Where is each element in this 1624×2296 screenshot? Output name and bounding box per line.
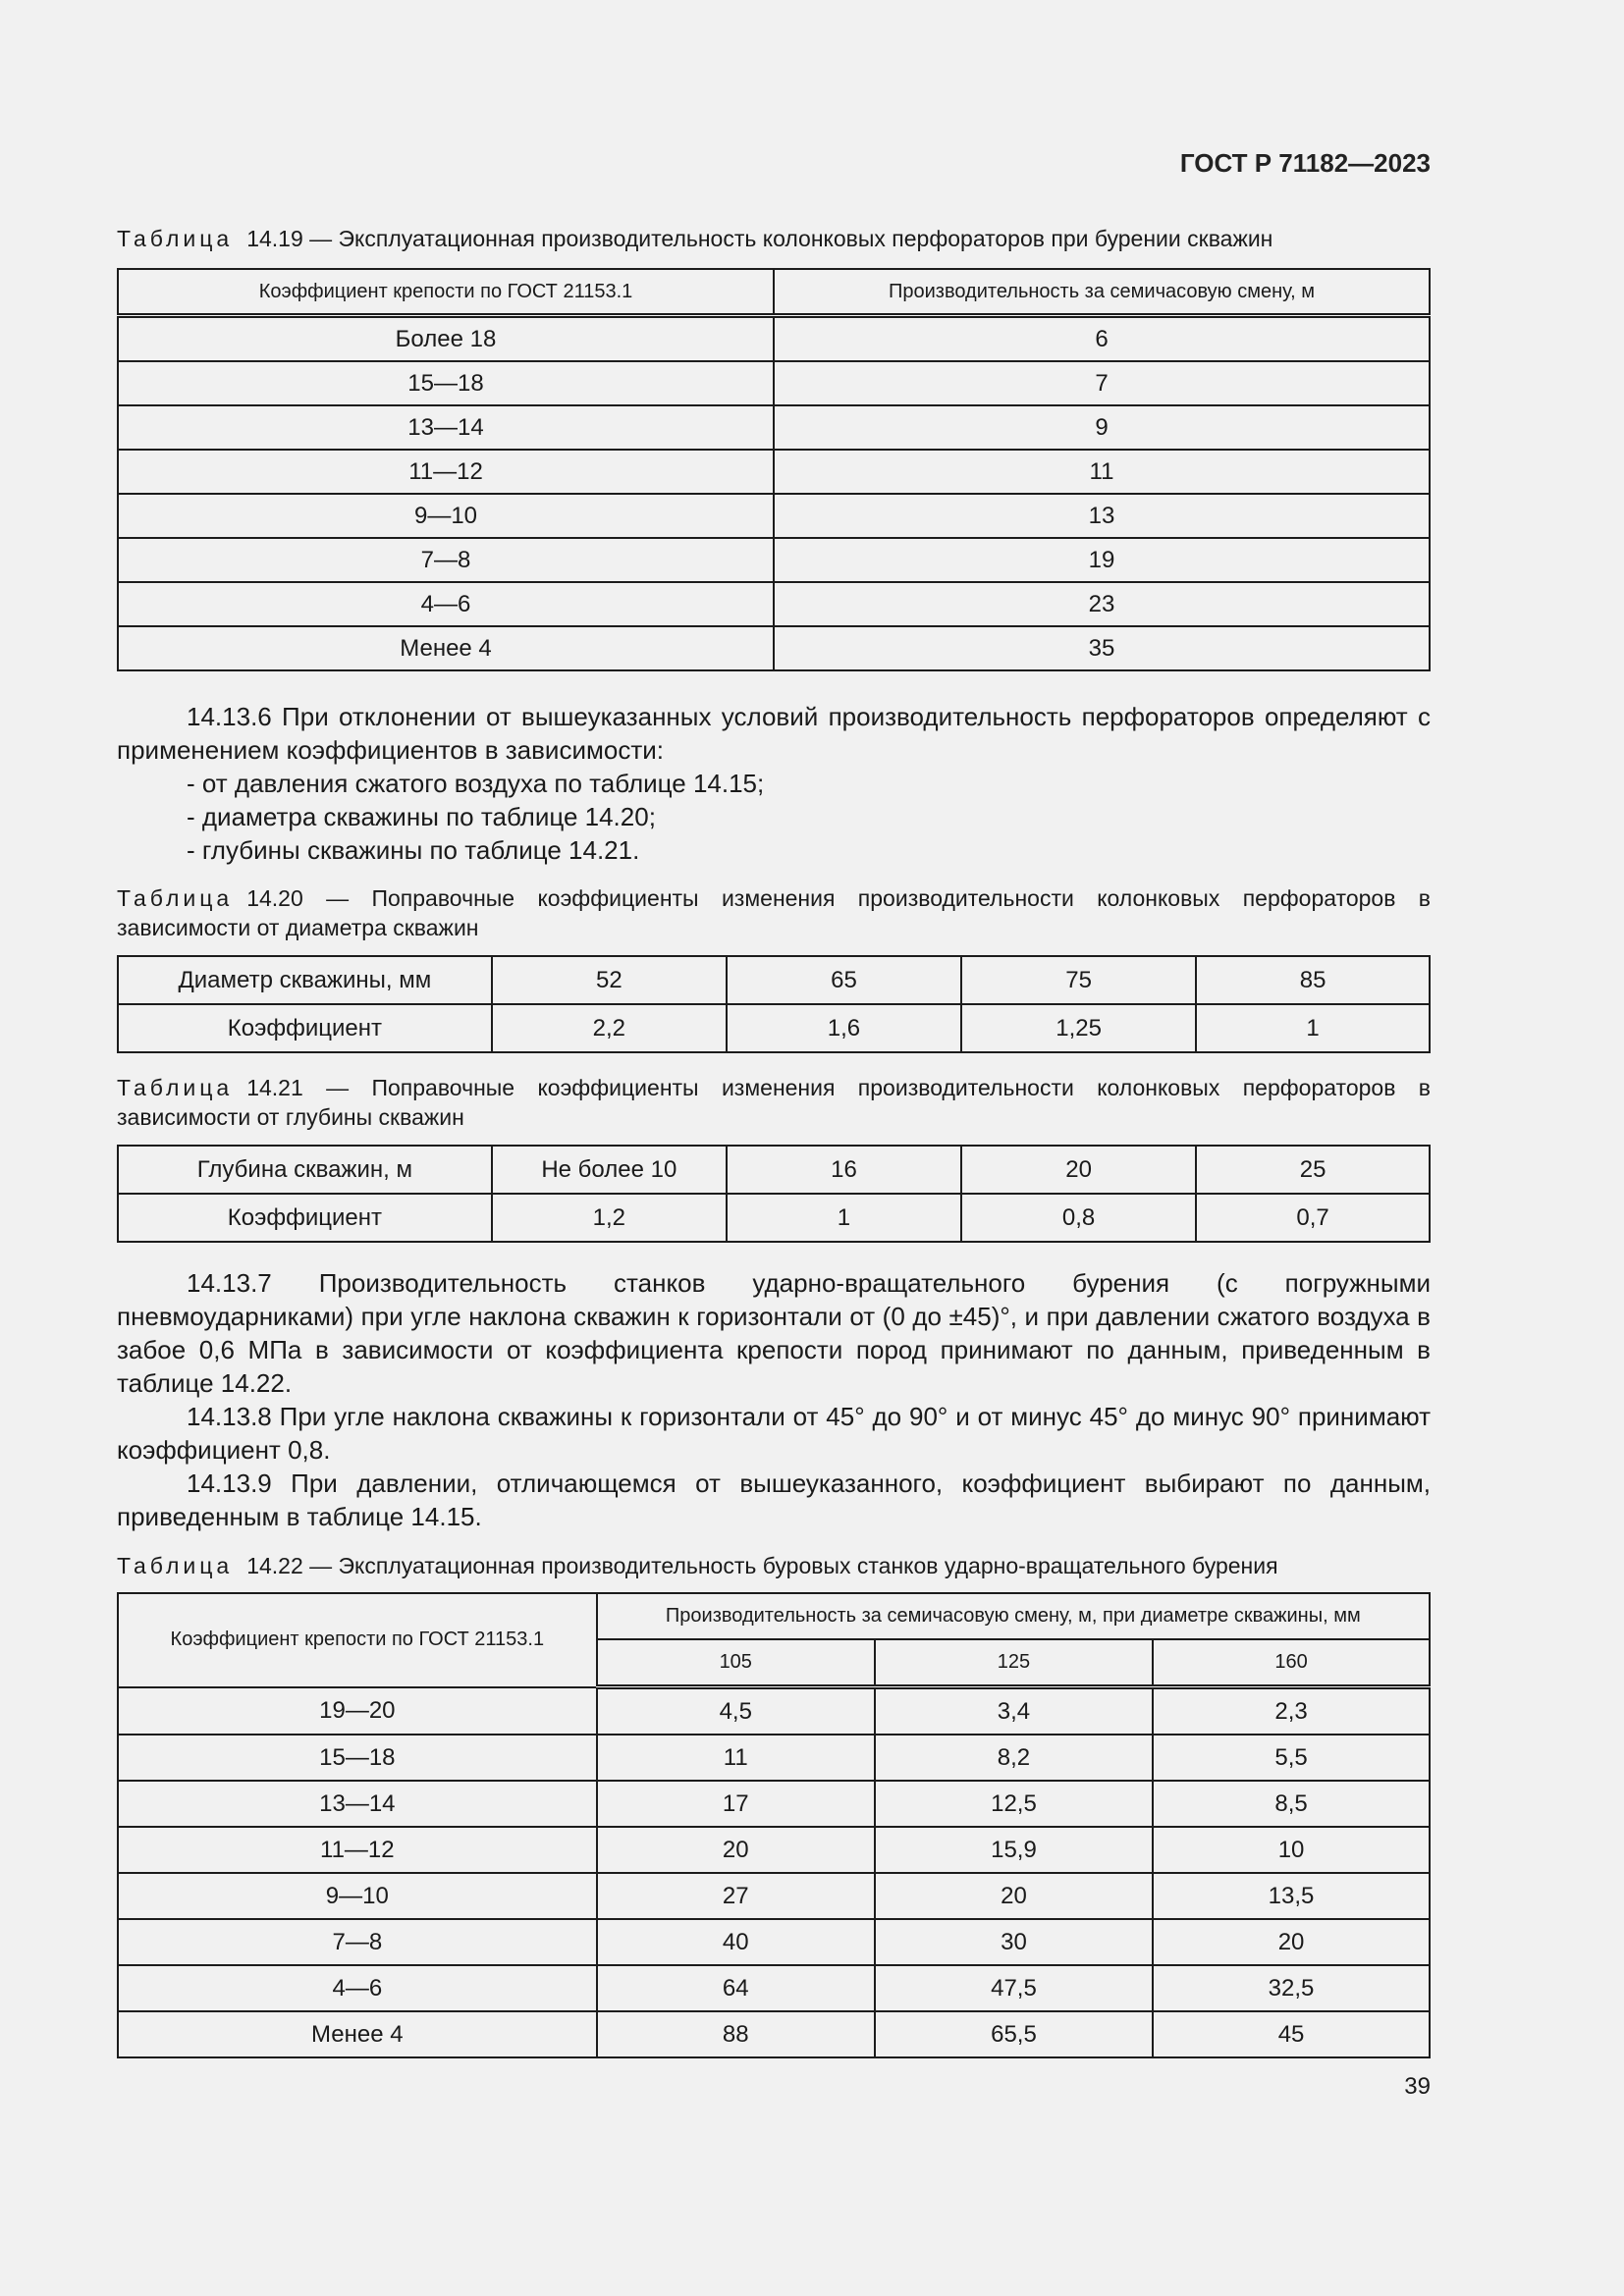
header-cell: Коэффициент крепости по ГОСТ 21153.1	[118, 269, 774, 316]
table-cell: 11—12	[118, 450, 774, 494]
table-14-20-caption	[117, 883, 1431, 942]
sections-14-13-7-to-9	[117, 1266, 1431, 1533]
table-row	[118, 626, 1430, 670]
section-14-13-6	[117, 700, 1431, 867]
table-cell: Менее 4	[118, 2011, 597, 2057]
table-cell: 15,9	[875, 1827, 1153, 1873]
table-cell: 5,5	[1153, 1735, 1430, 1781]
table-cell: 13—14	[118, 1781, 597, 1827]
table-cell: 17	[597, 1781, 875, 1827]
table-cell: 15—18	[118, 1735, 597, 1781]
table-cell: 30	[875, 1919, 1153, 1965]
header-cell: Производительность за семичасовую смену, м	[774, 269, 1430, 316]
table-row	[118, 1873, 1430, 1919]
table-cell: 7—8	[118, 1919, 597, 1965]
table-cell: 4,5	[597, 1687, 875, 1735]
table-cell: 27	[597, 1873, 875, 1919]
table-row	[118, 1919, 1430, 1965]
table-cell: 1,25	[961, 1004, 1196, 1052]
table-row	[118, 1687, 1430, 1735]
table-row	[118, 1827, 1430, 1873]
caption-text: 14.21 — Поправочные коэффициенты изменения производительности колонковых перфораторов в зависимости от глубины скважин	[117, 1075, 1431, 1130]
table-cell: 65	[727, 956, 961, 1004]
table-cell: 6	[774, 316, 1430, 362]
document-id: ГОСТ Р 71182—2023	[1179, 148, 1431, 178]
table-cell: 23	[774, 582, 1430, 626]
table-cell: 19—20	[118, 1687, 597, 1735]
caption-text: 14.19 — Эксплуатационная производительность колонковых перфораторов при бурении скважин	[246, 226, 1273, 251]
table-cell: 13	[774, 494, 1430, 538]
header-cell: Коэффициент крепости по ГОСТ 21153.1	[118, 1593, 597, 1687]
caption-word: Таблица	[117, 1075, 234, 1100]
table-cell: 85	[1196, 956, 1430, 1004]
caption-word: Таблица	[117, 1553, 234, 1578]
table-cell: 16	[727, 1146, 961, 1194]
table-cell: 10	[1153, 1827, 1430, 1873]
table-row	[118, 1146, 1430, 1194]
table-cell: 32,5	[1153, 1965, 1430, 2011]
table-cell: Более 18	[118, 316, 774, 362]
table-cell: Менее 4	[118, 626, 774, 670]
table-row	[118, 405, 1430, 450]
paragraph: 14.13.6 При отклонении от вышеуказанных условий производительность перфораторов определяют с применением коэффициентов в зависимости:	[117, 702, 1431, 765]
table-cell: 15—18	[118, 361, 774, 405]
table-14-19-caption	[117, 224, 1431, 253]
table-cell: Диаметр скважины, мм	[118, 956, 492, 1004]
table-14-22-caption	[117, 1551, 1431, 1580]
table-cell: Коэффициент	[118, 1004, 492, 1052]
table-cell: 9	[774, 405, 1430, 450]
table-cell: 9—10	[118, 1873, 597, 1919]
table-row	[118, 361, 1430, 405]
table-cell: 0,7	[1196, 1194, 1430, 1242]
table-cell: 2,2	[492, 1004, 727, 1052]
sub-header-cell: 125	[875, 1639, 1153, 1687]
table-cell: 7—8	[118, 538, 774, 582]
table-cell: 20	[597, 1827, 875, 1873]
table-cell: Коэффициент	[118, 1194, 492, 1242]
list-item: - глубины скважины по таблице 14.21.	[187, 835, 640, 865]
table-14-22	[117, 1592, 1431, 2058]
table-cell: 52	[492, 956, 727, 1004]
table-cell: 20	[875, 1873, 1153, 1919]
caption-text: 14.22 — Эксплуатационная производительность буровых станков ударно-вращательного бурения	[246, 1553, 1278, 1578]
table-row	[118, 1781, 1430, 1827]
table-cell: 75	[961, 956, 1196, 1004]
table-cell: 64	[597, 1965, 875, 2011]
table-cell: 4—6	[118, 1965, 597, 2011]
table-cell: 8,5	[1153, 1781, 1430, 1827]
table-cell: 4—6	[118, 582, 774, 626]
table-cell: 7	[774, 361, 1430, 405]
sub-header-cell: 105	[597, 1639, 875, 1687]
list-item: - диаметра скважины по таблице 14.20;	[187, 802, 656, 831]
caption-text: 14.20 — Поправочные коэффициенты изменения производительности колонковых перфораторов в зависимости от диаметра скважин	[117, 885, 1431, 940]
table-cell: 1	[1196, 1004, 1430, 1052]
table-cell: 1	[727, 1194, 961, 1242]
table-14-19	[117, 268, 1431, 671]
table-row	[118, 582, 1430, 626]
table-cell: 1,2	[492, 1194, 727, 1242]
page-number: 39	[1404, 2073, 1431, 2100]
table-cell: 13,5	[1153, 1873, 1430, 1919]
list-item: - от давления сжатого воздуха по таблице 14.15;	[187, 769, 765, 798]
table-cell: 20	[1153, 1919, 1430, 1965]
table-cell: 0,8	[961, 1194, 1196, 1242]
table-row	[118, 316, 1430, 362]
table-row	[118, 1965, 1430, 2011]
table-14-21-caption	[117, 1073, 1431, 1132]
table-cell: 3,4	[875, 1687, 1153, 1735]
table-row	[118, 494, 1430, 538]
table-cell: 47,5	[875, 1965, 1153, 2011]
table-cell: 8,2	[875, 1735, 1153, 1781]
table-cell: 11	[597, 1735, 875, 1781]
table-cell: 45	[1153, 2011, 1430, 2057]
table-row	[118, 538, 1430, 582]
table-cell: 11—12	[118, 1827, 597, 1873]
sub-header-cell: 160	[1153, 1639, 1430, 1687]
table-row	[118, 2011, 1430, 2057]
caption-word: Таблица	[117, 226, 234, 251]
table-row	[118, 1735, 1430, 1781]
table-row	[118, 1004, 1430, 1052]
table-cell: Глубина скважин, м	[118, 1146, 492, 1194]
table-cell: 9—10	[118, 494, 774, 538]
table-cell: 13—14	[118, 405, 774, 450]
table-14-21	[117, 1145, 1431, 1243]
table-cell: 19	[774, 538, 1430, 582]
table-cell: 20	[961, 1146, 1196, 1194]
table-cell: 88	[597, 2011, 875, 2057]
table-row	[118, 956, 1430, 1004]
caption-word: Таблица	[117, 885, 234, 911]
table-cell: Не более 10	[492, 1146, 727, 1194]
table-cell: 25	[1196, 1146, 1430, 1194]
paragraph: 14.13.8 При угле наклона скважины к горизонтали от 45° до 90° и от минус 45° до минус 90° принимают коэффициент 0,8.	[117, 1402, 1431, 1465]
table-cell: 11	[774, 450, 1430, 494]
table-cell: 2,3	[1153, 1687, 1430, 1735]
table-row	[118, 450, 1430, 494]
table-cell: 35	[774, 626, 1430, 670]
table-14-20	[117, 955, 1431, 1053]
table-cell: 65,5	[875, 2011, 1153, 2057]
header-group-cell: Производительность за семичасовую смену, м, при диаметре скважины, мм	[597, 1593, 1430, 1639]
table-cell: 12,5	[875, 1781, 1153, 1827]
paragraph: 14.13.9 При давлении, отличающемся от вышеуказанного, коэффициент выбирают по данным, приведенным в таблице 14.15.	[117, 1468, 1431, 1531]
paragraph: 14.13.7 Производительность станков ударно-вращательного бурения (с погружными пневмоударниками) при угле наклона скважин к горизонтали от (0 до ±45)°, и при давлении сжатого воздуха в забое 0,6 МПа в зависимости от коэффициента крепости пород принимают по данным, приведенным в таблице 14.22.	[117, 1268, 1431, 1398]
table-cell: 40	[597, 1919, 875, 1965]
table-row	[118, 1194, 1430, 1242]
table-cell: 1,6	[727, 1004, 961, 1052]
